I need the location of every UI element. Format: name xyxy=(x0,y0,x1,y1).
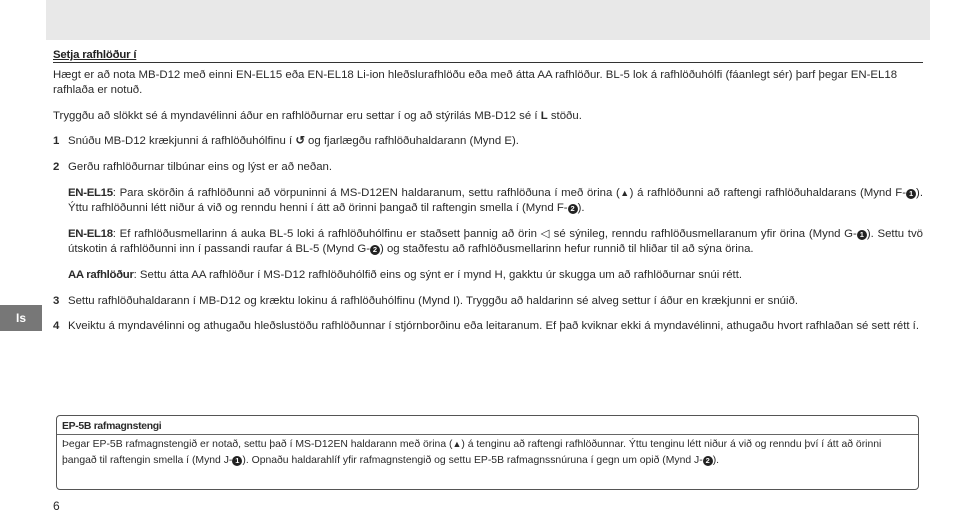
aa-instructions xyxy=(53,268,923,284)
circled-1-icon: 1 xyxy=(232,456,242,466)
note-box xyxy=(56,415,919,490)
step-4-number: 4 xyxy=(53,320,60,333)
intro2-text-b: stöðu. xyxy=(550,109,582,122)
language-tab: Is xyxy=(0,305,42,331)
arrow-left-icon: ◁ xyxy=(540,227,550,240)
step-1-text-b: og fjarlægðu rafhlöðuhaldarann (Mynd E). xyxy=(308,135,519,148)
en-el18-text-b: sé sýnileg, renndu rafhlöðusmellaranum yfir örina (Mynd G- xyxy=(553,227,857,240)
note-text-d: ). xyxy=(712,454,720,466)
step-1-text-a: Snúðu MB-D12 krækjunni á rafhlöðuhólfinu í xyxy=(68,135,293,148)
step-1 xyxy=(53,134,923,150)
intro2-text-a: Tryggðu að slökkt sé á myndavélinni áður en rafhlöðurnar eru settar í og að stýrilás MB-D12 sé í xyxy=(53,109,538,122)
step-2-number: 2 xyxy=(53,160,60,173)
step-2 xyxy=(53,160,923,176)
circled-2-icon: 2 xyxy=(370,245,380,255)
page-content xyxy=(53,48,923,335)
latch-rotate-icon: ↺ xyxy=(295,135,305,148)
step-3-number: 3 xyxy=(53,294,60,307)
note-divider xyxy=(57,434,918,435)
page-number: 6 xyxy=(53,499,60,513)
en-el18-term: EN-EL18 xyxy=(68,227,113,240)
step-3 xyxy=(53,294,923,310)
step-3-text: Settu rafhlöðuhaldarann í MB-D12 og kræktu lokinu á rafhlöðuhólfinu (Mynd I). Tryggðu að haldarinn sé alveg settur í áður en krækjunni er snúið. xyxy=(68,294,799,307)
arrow-up-icon: ▲ xyxy=(452,439,462,450)
header-band xyxy=(46,0,930,40)
step-2-text: Gerðu rafhlöðurnar tilbúnar eins og lýst er að neðan. xyxy=(68,160,333,173)
step-4 xyxy=(53,319,923,335)
en-el18-text-c: ). Settu tvö útskotin á rafhlöðunni inn í passandi raufar á BL-5 (Mynd G- xyxy=(68,227,923,256)
en-el18-text-d: ) og staðfestu að rafhlöðusmellarinn hefur runnið til hliðar til að sýna örina. xyxy=(380,243,754,256)
note-text-b: ) á tenginu að raftengi rafhlöðunnar. Ýttu tenginu létt niður á við og renndu því í átt að örinni þangað til raftengin smella í (Mynd J- xyxy=(62,439,882,466)
note-title: EP-5B rafmagnstengi xyxy=(62,421,162,432)
aa-term: AA rafhlöður xyxy=(68,268,134,281)
lock-symbol: L xyxy=(540,109,548,122)
circled-1-icon: 1 xyxy=(906,189,916,199)
en-el15-text-d: ). xyxy=(577,202,585,215)
en-el18-instructions xyxy=(53,227,923,258)
en-el15-term: EN-EL15 xyxy=(68,186,113,199)
section-title: Setja rafhlöður í xyxy=(53,49,137,61)
en-el15-text-b: ) á rafhlöðunni að raftengi rafhlöðuhaldarans (Mynd F- xyxy=(629,186,907,199)
en-el15-instructions xyxy=(53,186,923,217)
note-text xyxy=(62,437,913,468)
intro-paragraph-1: Hægt er að nota MB-D12 með einni EN-EL15 eða EN-EL18 Li-ion hleðslurafhlöðu eða með átta AA rafhlöður. BL-5 lok á rafhlöðuhólfi (fáanlegt sér) þarf þegar EN-EL18 rafhlaða er notuð. xyxy=(53,68,898,97)
en-el18-text-a: : Ef rafhlöðusmellarinn á auka BL-5 loki á rafhlöðuhólfinu er staðsett þannig að örin xyxy=(112,227,537,240)
circled-1-icon: 1 xyxy=(857,230,867,240)
arrow-up-icon: ▲ xyxy=(619,187,630,198)
note-text-a: Þegar EP-5B rafmagnstengið er notað, settu það í MS-D12EN haldarann með örina ( xyxy=(62,439,453,451)
intro-paragraph-2 xyxy=(53,109,923,125)
en-el15-text-a: : Para skörðin á rafhlöðunni að vörpuninni á MS-D12EN haldaranum, settu rafhlöðuna í með örina ( xyxy=(112,186,620,199)
note-text-c: ). Opnaðu haldarahlíf yfir rafmagnstengið og settu EP-5B rafmagnssnúruna í gegn um opið (Mynd J- xyxy=(242,454,703,466)
en-el15-text-c: ). Ýttu rafhlöðunni létt niður á við og renndu henni í átt að örinni þangað til raftengin smella í (Mynd F- xyxy=(68,186,923,215)
aa-text: : Settu átta AA rafhlöður í MS-D12 rafhlöðuhólfið eins og sýnt er í mynd H, gakktu úr skugga um að rafhlöðurnar snúi rétt. xyxy=(133,268,743,281)
step-1-number: 1 xyxy=(53,135,60,148)
circled-2-icon: 2 xyxy=(703,456,713,466)
circled-2-icon: 2 xyxy=(568,204,578,214)
step-4-text: Kveiktu á myndavélinni og athugaðu hleðslustöðu rafhlöðunnar í stjórnborðinu eða leitaranum. Ef það kviknar ekki á myndavélinni, athugaðu hvort rafhlaðan sé sett rétt í. xyxy=(68,320,920,333)
